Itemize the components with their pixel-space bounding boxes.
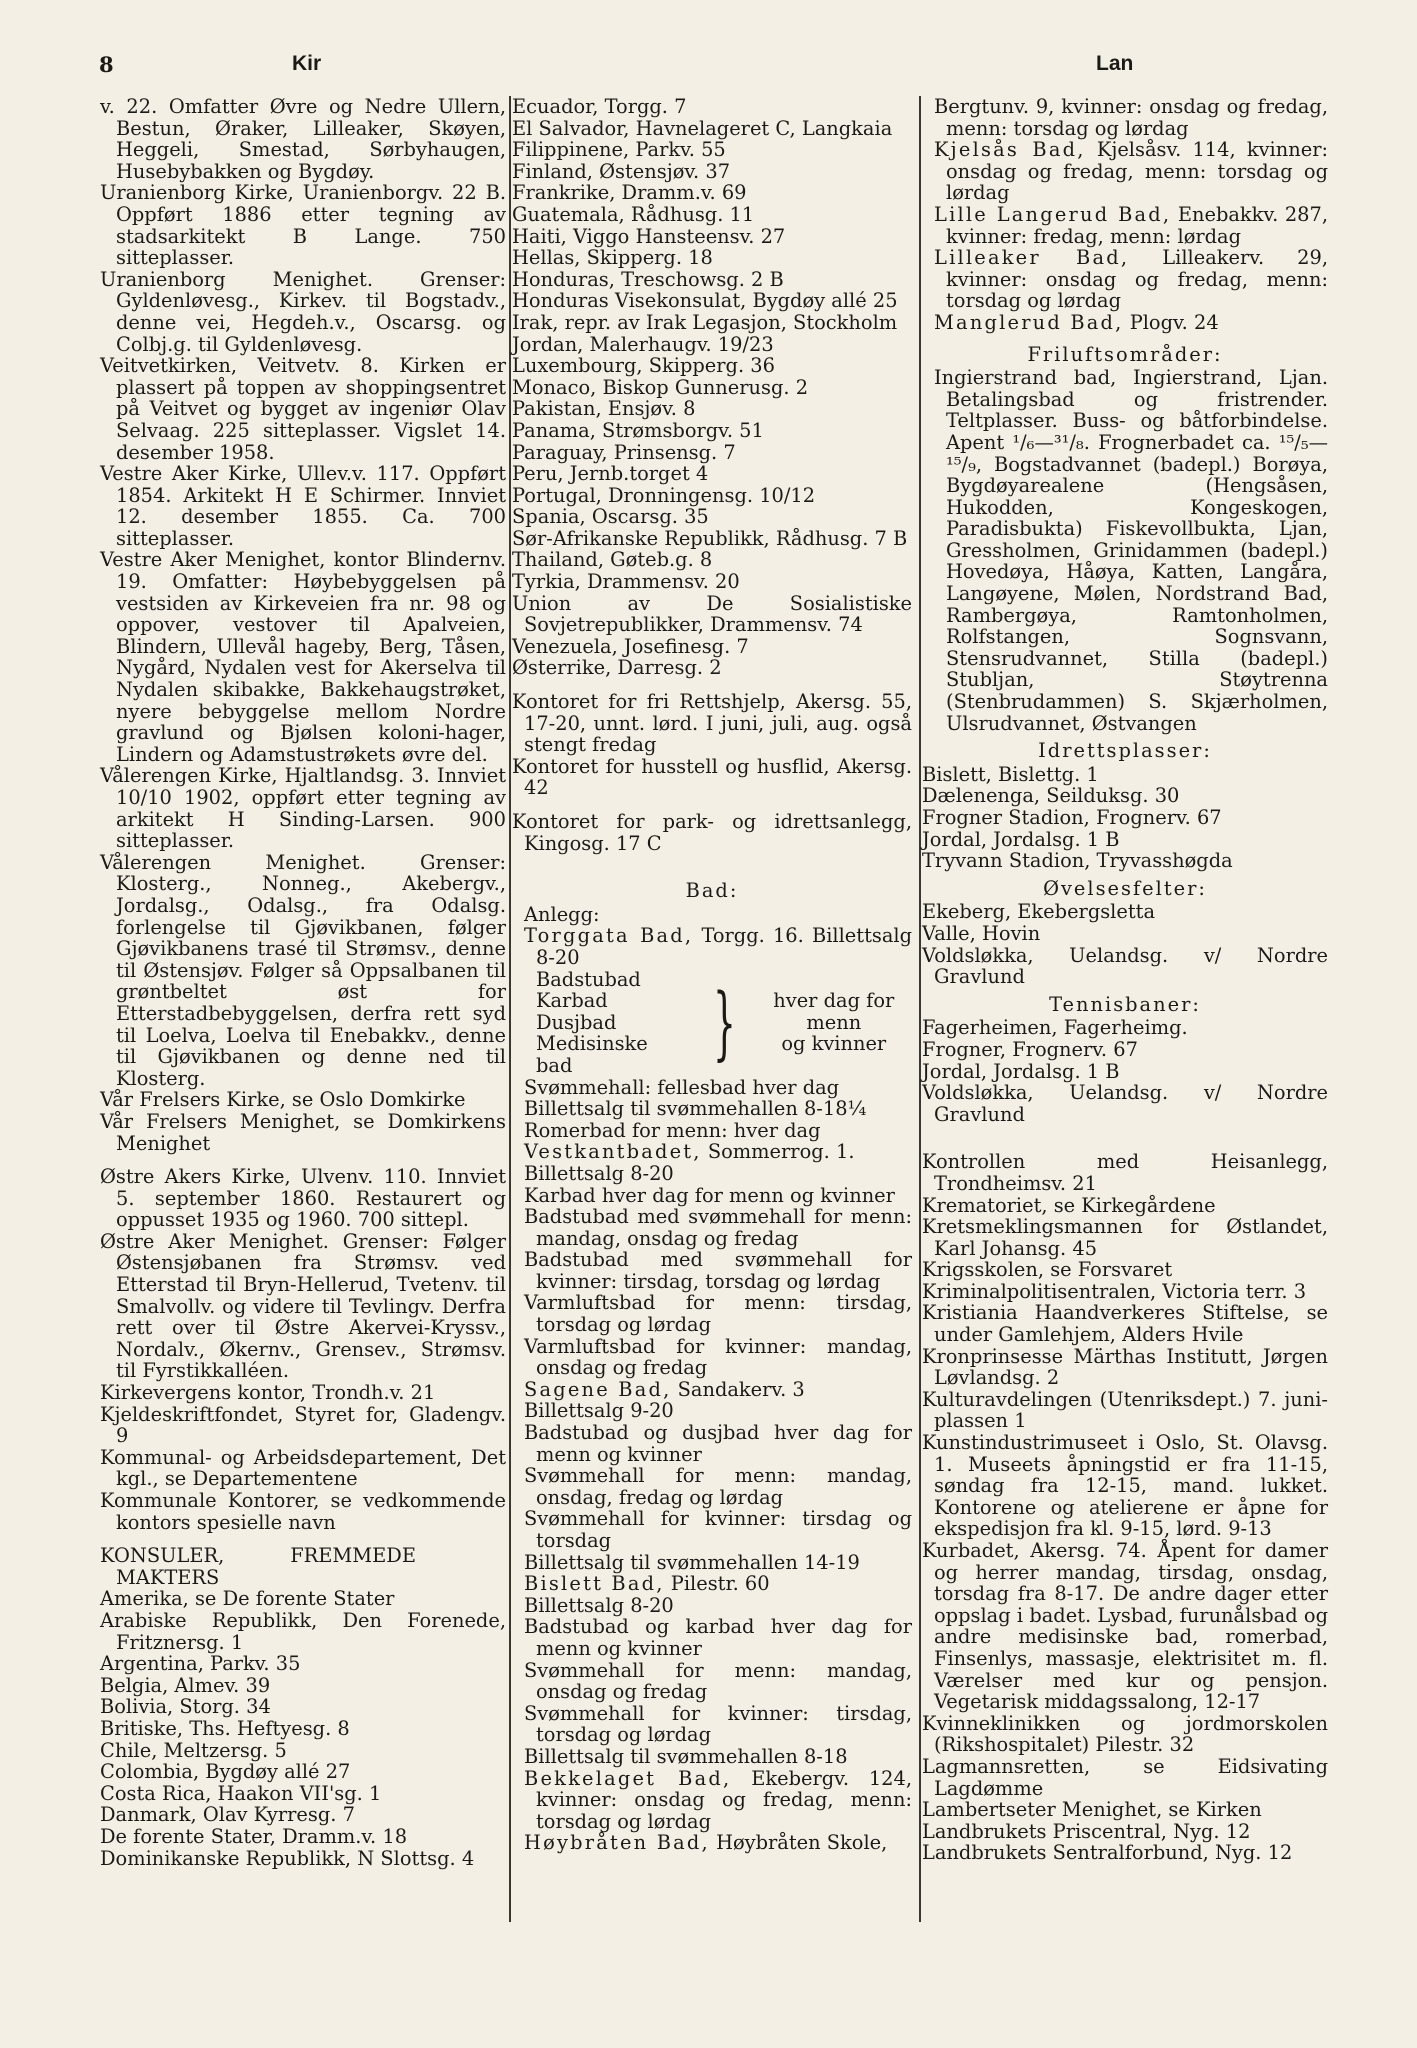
entry: Badstubad med svømmehall for menn: mandag, onsdag og fredag [524, 1205, 912, 1250]
entry: De forente Stater, Dramm.v. 18 [100, 1824, 408, 1848]
column-1 [100, 96, 506, 1869]
bath-types-group [512, 969, 912, 1077]
entry: Frogner, Frognerv. 67 [922, 1037, 1138, 1061]
entry: Bergtunv. 9, kvinner: onsdag og fredag, menn: torsdag og lørdag [934, 95, 1328, 140]
entry: Sagene Bad, Sandakerv. 3 [524, 1377, 805, 1401]
bath-type: Medisinske bad [536, 1032, 648, 1077]
entry: Østre Akers Kirke, Ulvenv. 110. Innviet 5. september 1860. Restaurert og oppusset 1935 og 1960. 700 sittepl. [100, 1165, 506, 1232]
entry: Kontoret for fri Rettshjelp, Akersg. 55, 17-20, unnt. lørd. I juni, juli, aug. også stengt fredag [512, 690, 912, 757]
entry: Vår Frelsers Menighet, se Domkirkens Menighet [100, 1109, 506, 1155]
entry: Svømmehall for menn: mandag, onsdag og fredag [524, 1658, 912, 1704]
entry: Venezuela, Josefinesg. 7 [512, 634, 749, 658]
entry: Kommunal- og Arbeidsdepartement, Det kgl., se Departementene [100, 1445, 506, 1491]
section-heading-tennis: Tennisbaner: [1049, 992, 1201, 1016]
entry: Billettsalg til svømmehallen 8-18¼ [524, 1097, 867, 1121]
brace-note: hver dag for menn [773, 989, 895, 1034]
entry: Jordal, Jordalsg. 1 B [922, 1059, 1120, 1083]
column-rule [509, 96, 511, 1922]
brace-glyph: } [712, 975, 736, 1069]
entry: Haiti, Viggo Hansteensv. 27 [512, 224, 786, 248]
entry: Badstubad med svømmehall for kvinner: tirsdag, torsdag og lørdag [524, 1248, 912, 1293]
entry: Filippinene, Parkv. 55 [512, 138, 726, 162]
bath-type: Karbad [536, 989, 608, 1013]
entry: Jordan, Malerhaugv. 19/23 [512, 332, 774, 356]
entry: Union av De Sosialistiske Sovjetrepublikker, Drammensv. 74 [512, 591, 912, 637]
brace-note: og kvinner [781, 1032, 887, 1056]
entry: Landbrukets Priscentral, Nyg. 12 [922, 1819, 1251, 1843]
entry: Thailand, Gøteb.g. 8 [512, 548, 713, 572]
entry: Vålerengen Menighet. Grenser: Klosterg., Nonneg., Akebergv., Jordalsg., Odalsg., fra Odalsg. forlengelse til Gjøvikbanen, følger Gjøvikbanens trasé til Strømsv., denne til Østensjøv. Følger så Oppsalbanen til grøntbeltet øst for Etterstadbebyggelsen, derfra rett syd til Loelva, Loelva til Enebakkv., denne til Gjøvikbanen og denne ned til Klosterg. [100, 850, 506, 1090]
entry: Svømmehall for kvinner: tirsdag, torsdag og lørdag [524, 1701, 912, 1747]
page-number: 8 [99, 52, 114, 77]
entry: Krematoriet, se Kirkegårdene [922, 1193, 1216, 1217]
entry: Landbrukets Sentralforbund, Nyg. 12 [922, 1841, 1293, 1865]
entry: Vestre Aker Menighet, kontor Blindernv. 19. Omfatter: Høybebyggelsen på vestsiden av Kirkeveien fra nr. 98 og oppover, vestover til Apalveien, Blindern, Ullevål hageby, Berg, Tåsen, Nygård, Nydalen vest for Akerselva til Nydalen skibakke, Bakkehaugstrøket, nyere bebyggelse mellom Nordre gravlund og Bjølsen koloni-hager, Lindern og Adamstustrøkets øvre del. [100, 548, 506, 766]
entry: Spania, Oscarsg. 35 [512, 505, 709, 529]
entry: Monaco, Biskop Gunnerusg. 2 [512, 375, 809, 399]
entry: Kulturavdelingen (Utenriksdept.) 7. juni-plassen 1 [922, 1387, 1328, 1433]
entry: Billettsalg 8-20 [524, 1161, 674, 1185]
entry: Kontoret for park- og idrettsanlegg, Kingosg. 17 C [512, 810, 912, 855]
entry: Dælenenga, Seilduksg. 30 [922, 784, 1180, 808]
entry: Sør-Afrikanske Republikk, Rådhusg. 7 B [512, 526, 908, 550]
entry: Frogner Stadion, Frognerv. 67 [922, 806, 1222, 829]
entry: Høybråten Bad, Høybråten Skole, [524, 1831, 888, 1855]
entry: Torggata Bad, Torgg. 16. Billettsalg 8-20 [524, 924, 912, 969]
entry: Lille Langerud Bad, Enebakkv. 287, kvinner: fredag, menn: lørdag [934, 202, 1328, 248]
bath-type: Dusjbad [536, 1010, 617, 1034]
entry: Kjeldeskriftfondet, Styret for, Gladengv. 9 [100, 1402, 506, 1448]
entry: Chile, Meltzersg. 5 [100, 1738, 287, 1762]
entry: Bislett Bad, Pilestr. 60 [524, 1572, 770, 1596]
entry: Guatemala, Rådhusg. 11 [512, 202, 755, 226]
entry: Fagerheimen, Fagerheimg. [922, 1016, 1188, 1040]
entry: Ingierstrand bad, Ingierstrand, Ljan. Betalingsbad og fristrender. Teltplasser. Buss- og båtforbindelse. Apent ¹/₆—³¹/₈. Frognerbadet ca. ¹⁵/₅—¹⁵/₉, Bogstadvannet (badepl.) Borøya, Bygdøyarealene (Hengsåsen, Hukodden, Kongeskogen, Paradisbukta) Fiskevollbukta, Ljan, Gressholmen, Grinidammen (badepl.) Hovedøya, Håøya, Katten, Langåra, Langøyene, Mølen, Nordstrand Bad, Rambergøya, Ramtonholmen, Rolfstangen, Sognsvann, Stensrudvannet, Stilla (badepl.) Stubljan, Støytrenna (Stenbrudammen) S. Skjærholmen, Ulsrudvannet, Østvangen [934, 366, 1328, 735]
entry: Honduras, Treschowsg. 2 B [512, 267, 784, 291]
entry: Kronprinsesse Märthas Institutt, Jørgen Løvlandsg. 2 [922, 1344, 1328, 1390]
entry: Ecuador, Torgg. 7 [512, 95, 687, 118]
entry: Arabiske Republikk, Den Forenede, Fritznersg. 1 [100, 1608, 506, 1654]
entry: Kvinneklinikken og jordmorskolen (Rikshospitalet) Pilestr. 32 [922, 1711, 1328, 1757]
entry: Krigsskolen, se Forsvaret [922, 1258, 1173, 1282]
entry: Badstubad og dusjbad hver dag for menn og kvinner [524, 1421, 912, 1466]
entry: Frankrike, Dramm.v. 69 [512, 181, 747, 205]
right-guide-word: Lan [1096, 52, 1134, 75]
entry: Vår Frelsers Kirke, se Oslo Domkirke [100, 1088, 466, 1112]
entry: Billettsalg til svømmehallen 8-18 [524, 1744, 848, 1768]
entry: v. 22. Omfatter Øvre og Nedre Ullern, Bestun, Øraker, Lilleaker, Skøyen, Heggeli, Smestad, Sørbyhaugen, Husebybakken og Bygdøy. [100, 95, 506, 183]
section-heading-konsuler: KONSULER, FREMMEDE MAKTERS [100, 1544, 416, 1589]
entry: Amerika, se De forente Stater [100, 1587, 395, 1611]
entry: Valle, Hovin [922, 921, 1041, 945]
entry: Billettsalg 9-20 [524, 1399, 674, 1423]
entry: Voldsløkka, Uelandsg. v/ Nordre Gravlund [922, 1081, 1328, 1126]
entry: Argentina, Parkv. 35 [100, 1652, 301, 1676]
entry: Ekeberg, Ekebergsletta [922, 900, 1156, 924]
entry: Kurbadet, Akersg. 74. Åpent for damer og herrer mandag, tirsdag, onsdag, torsdag fra 8-17. De andre dager etter oppslag i badet. Lysbad, furunålsbad og andre medisinske bad, romerbad, Finsenlys, massasje, elektrisitet m. fl. Værelser med kur og pensjon. Vegetarisk middagssalong, 12-17 [922, 1539, 1328, 1714]
entry: Romerbad for menn: hver dag [524, 1118, 821, 1142]
entry: Pakistan, Ensjøv. 8 [512, 397, 696, 421]
entry: Uranienborg Menighet. Grenser: Gyldenløvesg., Kirkev. til Bogstadv., denne vei, Hegdeh.v., Oscarsg. og Colbj.g. til Gyldenløvesg. [100, 267, 506, 356]
entry: Vestkantbadet, Sommerrog. 1. [524, 1140, 855, 1164]
entry: Lambertseter Menighet, se Kirken [922, 1798, 1262, 1822]
entry: Kristiania Haandverkeres Stiftelse, se under Gamlehjem, Alders Hvile [922, 1301, 1328, 1347]
entry: Finland, Østensjøv. 37 [512, 159, 731, 183]
entry: Jordal, Jordalsg. 1 B [922, 827, 1120, 851]
entry: Honduras Visekonsulat, Bygdøy allé 25 [512, 289, 898, 313]
entry: Veitvetkirken, Veitvetv. 8. Kirken er plassert på toppen av shoppingsentret på Veitvet og bygget av ingeniør Olav Selvaag. 225 sitteplasser. Vigslet 14. desember 1958. [100, 354, 506, 464]
entry: Costa Rica, Haakon VII'sg. 1 [100, 1781, 382, 1805]
column-2 [512, 96, 912, 1854]
entry: Svømmehall: fellesbad hver dag [524, 1075, 840, 1099]
section-heading-bad: Bad: [685, 879, 739, 903]
section-heading-idrett: Idrettsplasser: [1038, 739, 1212, 763]
entry: Kunstindustrimuseet i Oslo, St. Olavsg. 1. Museets åpningstid er fra 11-15, søndag fra 12-15, mand. lukket. Kontorene og atelierene er åpne for ekspedisjon fra kl. 9-15, lørd. 9-13 [922, 1431, 1328, 1541]
entry: Luxembourg, Skipperg. 36 [512, 354, 775, 378]
entry: Britiske, Ths. Heftyesg. 8 [100, 1716, 350, 1740]
entry: Svømmehall for menn: mandag, onsdag, fredag og lørdag [524, 1464, 912, 1509]
entry: Billettsalg til svømmehallen 14-19 [524, 1550, 860, 1574]
entry: Østre Aker Menighet. Grenser: Følger Østensjøbanen fra Strømsv. ved Etterstad til Bryn-Hellerud, Tvetenv. til Smalvollv. og videre til Tevlingv. Derfra rett over til Østre Akervei-Kryssv., Nordalv., Økernv., Grensev., Strømsv. til Fyrstikkalléen. [100, 1229, 506, 1383]
entry: Paraguay, Prinsensg. 7 [512, 440, 736, 464]
entry: Manglerud Bad, Plogv. 24 [934, 310, 1219, 334]
entry: Peru, Jernb.torget 4 [512, 462, 709, 486]
entry: Portugal, Dronningensg. 10/12 [512, 483, 816, 507]
entry: Kontrollen med Heisanlegg, Trondheimsv. 21 [922, 1150, 1328, 1195]
bath-type: Badstubad [536, 967, 641, 991]
entry: Bolivia, Storg. 34 [100, 1695, 271, 1719]
entry: Kirkevergens kontor, Trondh.v. 21 [100, 1381, 436, 1405]
column-3 [922, 96, 1328, 1864]
entry: Tyrkia, Drammensv. 20 [512, 570, 740, 594]
entry: Voldsløkka, Uelandsg. v/ Nordre Gravlund [922, 943, 1328, 989]
column-rule [919, 96, 921, 1922]
entry: Varmluftsbad for menn: tirsdag, torsdag og lørdag [524, 1291, 912, 1337]
entry: Belgia, Almev. 39 [100, 1673, 271, 1697]
entry: Lilleaker Bad, Lilleakerv. 29, kvinner: onsdag og fredag, menn: torsdag og lørdag [934, 246, 1328, 313]
entry: Vestre Aker Kirke, Ullev.v. 117. Oppført 1854. Arkitekt H E Schirmer. Innviet 12. desember 1855. Ca. 700 sitteplasser. [100, 462, 506, 550]
entry: Irak, repr. av Irak Legasjon, Stockholm [512, 310, 898, 334]
entry: Vålerengen Kirke, Hjaltlandsg. 3. Innviet 10/10 1902, oppført etter tegning av arkitekt H Sinding-Larsen. 900 sitteplasser. [100, 764, 506, 853]
left-guide-word: Kir [292, 52, 322, 75]
entry: Badstubad og karbad hver dag for menn og kvinner [524, 1615, 912, 1660]
entry: Karbad hver dag for menn og kvinner [524, 1183, 895, 1207]
entry: Billettsalg 8-20 [524, 1593, 674, 1617]
entry: Svømmehall for kvinner: tirsdag og torsdag [524, 1507, 912, 1552]
entry: Hellas, Skipperg. 18 [512, 246, 713, 270]
entry: Dominikanske Republikk, N Slottsg. 4 [100, 1846, 475, 1870]
section-heading-friluft: Friluftsområder: [1027, 342, 1223, 366]
entry: Kommunale Kontorer, se vedkommende kontors spesielle navn [100, 1489, 506, 1534]
entry: Panama, Strømsborgv. 51 [512, 418, 764, 442]
entry: Lagmannsretten, se Eidsivating Lagdømme [922, 1754, 1328, 1800]
entry: Varmluftsbad for kvinner: mandag, onsdag og fredag [524, 1334, 912, 1380]
entry: Kriminalpolitisentralen, Victoria terr. 3 [922, 1279, 1307, 1303]
entry: Colombia, Bygdøy allé 27 [100, 1760, 351, 1784]
entry: Danmark, Olav Kyrresg. 7 [100, 1803, 355, 1827]
entry: Kretsmeklingsmannen for Østlandet, Karl Johansg. 45 [922, 1215, 1328, 1260]
bad-label-anlegg: Anlegg: [524, 902, 600, 926]
entry: Bekkelaget Bad, Ekebergv. 124, kvinner: onsdag og fredag, menn: torsdag og lørdag [524, 1766, 912, 1833]
entry: Kontoret for husstell og husflid, Akersg. 42 [512, 754, 912, 800]
section-heading-ovelse: Øvelsesfelter: [1043, 876, 1207, 900]
entry: Tryvann Stadion, Tryvasshøgda [922, 849, 1233, 873]
entry: Østerrike, Darresg. 2 [512, 656, 722, 680]
entry: El Salvador, Havnelageret C, Langkaia [512, 116, 893, 140]
entry: Kjelsås Bad, Kjelsåsv. 114, kvinner: onsdag og fredag, menn: torsdag og lørdag [934, 138, 1328, 205]
entry: Bislett, Bislettg. 1 [922, 762, 1099, 786]
entry: Uranienborg Kirke, Uranienborgv. 22 B. Oppført 1886 etter tegning av stadsarkitekt B Lange. 750 sitteplasser. [100, 181, 506, 270]
